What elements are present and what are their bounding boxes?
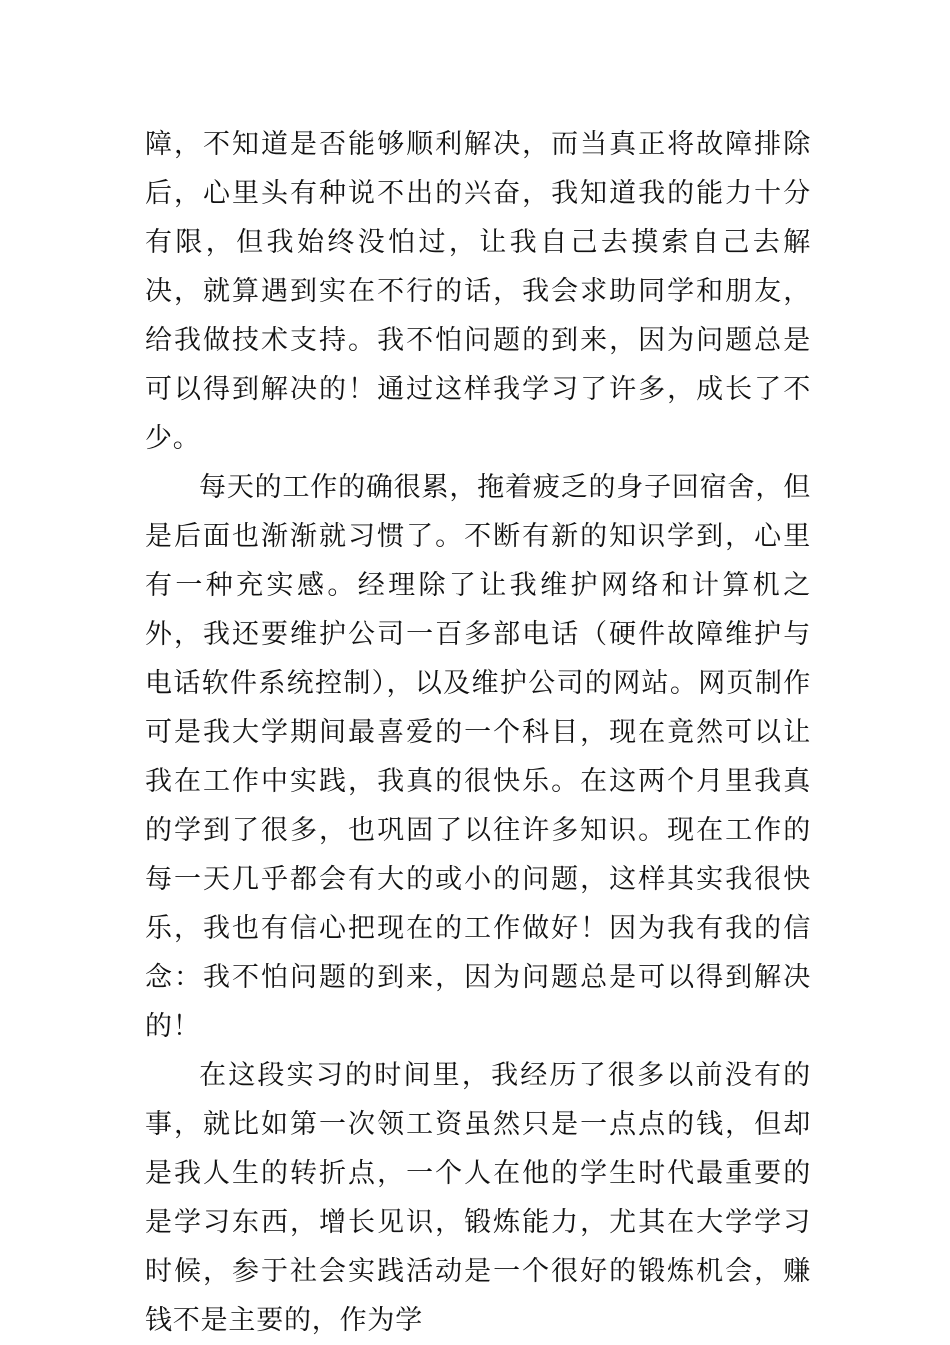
- paragraph-continuation: 障，不知道是否能够顺利解决，而当真正将故障排除后，心里头有种说不出的兴奋，我知道我的能力十分有限，但我始终没怕过，让我自己去摸索自己去解决，就算遇到实在不行的话，我会求助同学和朋友，给我做技术支持。我不怕问题的到来，因为问题总是可以得到解决的！通过这样我学习了许多，成长了不少。: [145, 129, 811, 454]
- document-page: [145, 120, 811, 1345]
- paragraph-internship-experience: 在这段实习的时间里，我经历了很多以前没有的事，就比如第一次领工资虽然只是一点点的钱，但却是我人生的转折点，一个人在他的学生时代最重要的是学习东西，增长见识，锻炼能力，尤其在大学学习时候，参于社会实践活动是一个很好的锻炼机会，赚钱不是主要的，作为学: [145, 1060, 811, 1336]
- paragraph-daily-work: 每天的工作的确很累，拖着疲乏的身子回宿舍，但是后面也渐渐就习惯了。不断有新的知识学到，心里有一种充实感。经理除了让我维护网络和计算机之外，我还要维护公司一百多部电话（硬件故障维护与电话软件系统控制），以及维护公司的网站。网页制作可是我大学期间最喜爱的一个科目，现在竟然可以让我在工作中实践，我真的很快乐。在这两个月里我真的学到了很多，也巩固了以往许多知识。现在工作的每一天几乎都会有大的或小的问题，这样其实我很快乐，我也有信心把现在的工作做好！因为我有我的信念：我不怕问题的到来，因为问题总是可以得到解决的！: [145, 472, 811, 1042]
